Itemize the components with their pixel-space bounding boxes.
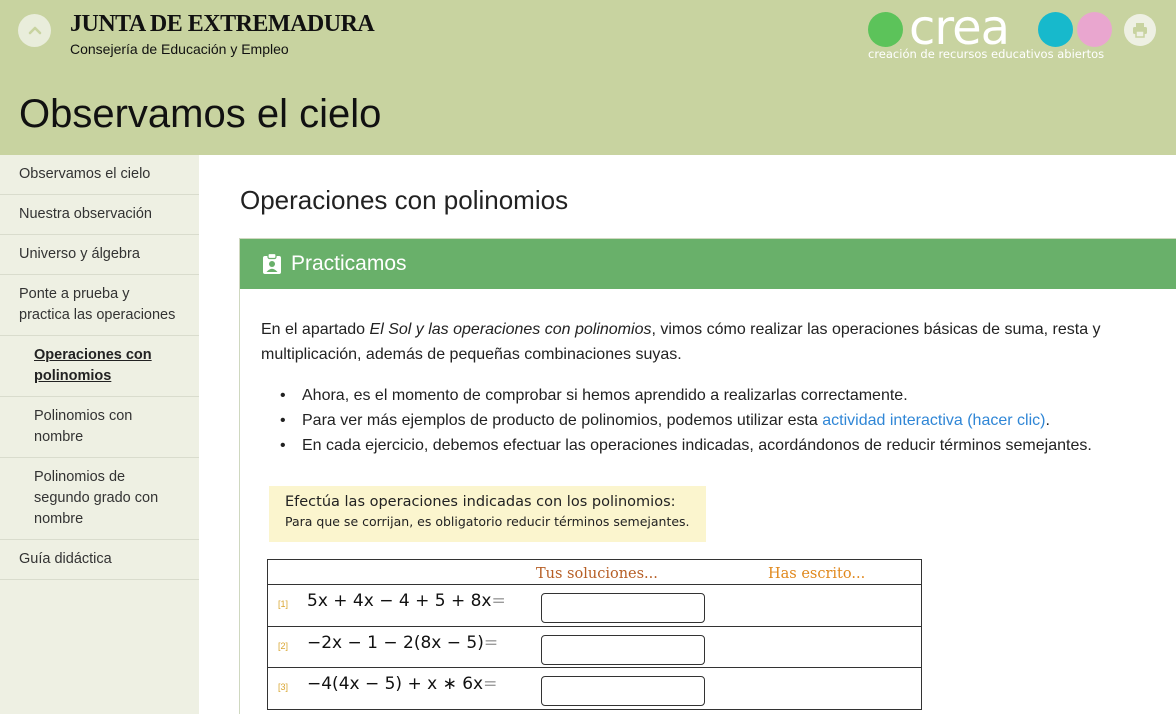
list-item — [280, 408, 1160, 433]
exercise-number: [1] — [278, 599, 289, 609]
intro-text-end: , vimos cómo realizar las operaciones básicas de suma, resta y multiplicación, además de pequeñas combinaciones suyas. — [261, 321, 1101, 363]
sidebar-item-guia-didactica[interactable]: Guía didáctica — [0, 540, 199, 580]
sidebar-item-ponte-a-prueba[interactable]: Ponte a prueba y practica las operaciones — [0, 275, 199, 336]
equals-sign: = — [483, 632, 499, 653]
exercise-expression — [307, 591, 506, 611]
sidebar-item-polinomios-con-nombre[interactable]: Polinomios con nombre — [0, 397, 199, 458]
expression-text: −2x − 1 − 2(8x − 5) — [307, 632, 484, 653]
exercise-number: [2] — [278, 640, 289, 651]
column-solutions: Tus soluciones... — [536, 566, 658, 582]
exercise-instructions — [269, 486, 706, 542]
exercise-number: [3] — [278, 682, 289, 692]
table-row — [268, 585, 921, 627]
instructions-list — [280, 383, 1160, 458]
sidebar-item-universo-y-algebra[interactable]: Universo y álgebra — [0, 235, 199, 275]
interactive-activity-link[interactable]: actividad interactiva (hacer clic) — [822, 412, 1046, 429]
sidebar-item-nuestra-observacion[interactable]: Nuestra observación — [0, 195, 199, 235]
logo-dot-pink — [1077, 12, 1112, 47]
expression-text: 5x + 4x − 4 + 5 + 8x — [307, 591, 492, 611]
logo-word: crea — [909, 0, 1010, 56]
printer-icon[interactable] — [1124, 14, 1156, 46]
answer-input-1[interactable] — [541, 593, 705, 623]
exercise-table — [267, 559, 922, 710]
exercise-table-header — [268, 560, 921, 585]
org-branding[interactable] — [70, 10, 374, 58]
section-title: Operaciones con polinomios — [240, 185, 569, 215]
box-header — [240, 239, 1176, 289]
logo-tagline: creación de recursos educativos abiertos — [868, 47, 1105, 61]
bullet-text: Para ver más ejemplos de producto de polinomios, podemos utilizar esta — [302, 412, 823, 429]
table-row — [268, 627, 921, 669]
equals-sign: = — [491, 591, 506, 611]
list-item: • En cada ejercicio, debemos efectuar las operaciones indicadas, acordándonos de reducir términos semejantes. — [280, 433, 1160, 458]
org-subtitle: Consejería de Educación y Empleo — [70, 41, 289, 57]
exercise-expression — [307, 633, 498, 653]
logo-dot-cyan — [1038, 12, 1073, 47]
instructions-main: Efectúa las operaciones indicadas con los polinomios: — [285, 494, 676, 510]
sidebar-nav — [0, 155, 199, 714]
chevron-up-icon[interactable] — [18, 14, 51, 47]
intro-emphasis: El Sol y las operaciones con polinomios — [369, 321, 652, 338]
exercise-expression — [307, 674, 497, 694]
box-title: Practicamos — [291, 252, 407, 275]
org-name: JUNTA DE EXTREMADURA — [70, 11, 375, 37]
table-row — [268, 668, 921, 710]
answer-input-3[interactable] — [541, 676, 705, 706]
clipboard-user-icon — [262, 253, 282, 275]
expression-text: −4(4x − 5) + x ∗ 6x — [307, 674, 484, 694]
intro-paragraph — [261, 317, 1161, 367]
equals-sign: = — [483, 674, 498, 694]
crea-logo[interactable] — [866, 0, 1116, 65]
page-title: Observamos el cielo — [19, 92, 382, 136]
logo-dot-green — [868, 12, 903, 47]
practicamos-box — [239, 238, 1176, 714]
sidebar-item-observamos-el-cielo[interactable]: Observamos el cielo — [0, 155, 199, 195]
bullet-text-end: . — [1045, 412, 1050, 429]
sidebar-item-operaciones-con-polinomios[interactable]: Operaciones con polinomios — [0, 336, 199, 397]
intro-text-start: En el apartado — [261, 321, 370, 338]
sidebar-item-polinomios-segundo-grado[interactable]: Polinomios de segundo grado con nombre — [0, 458, 199, 540]
answer-input-2[interactable] — [541, 635, 705, 665]
site-header — [0, 0, 1176, 155]
instructions-sub: Para que se corrijan, es obligatorio reducir términos semejantes. — [285, 514, 690, 529]
column-written: Has escrito... — [768, 566, 866, 582]
list-item: • Ahora, es el momento de comprobar si hemos aprendido a realizarlas correctamente. — [280, 383, 1160, 408]
main-content — [199, 155, 1176, 714]
